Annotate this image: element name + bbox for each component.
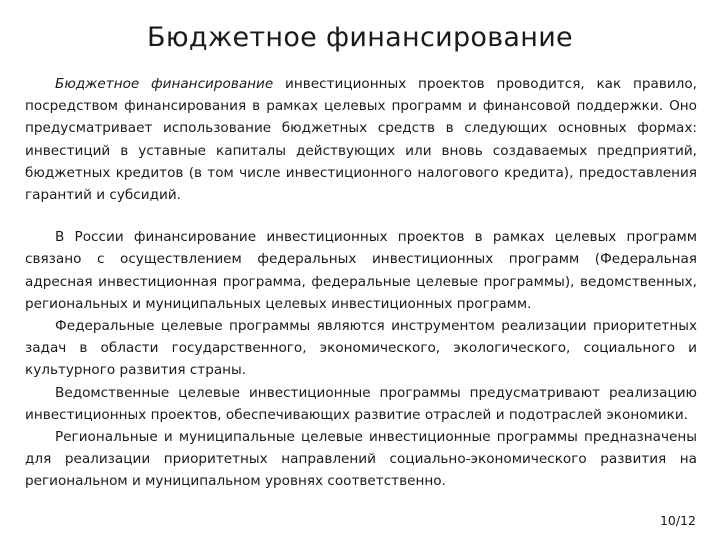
intro-lead-term: Бюджетное финансирование bbox=[55, 76, 274, 92]
paragraph-russia-programs: В России финансирование инвестиционных проектов в рамках целевых программ связано с осуществлением федеральных инвестиционных программ (Федеральная адресная инвестиционная программа, федеральные целевые программы), ведомственных, региональных и муниципальных целевых инвестиционных программ. bbox=[25, 229, 697, 312]
body-text bbox=[25, 73, 697, 493]
paragraph-regional-programs: Региональные и муниципальные целевые инвестиционные программы предназначены для реализации приоритетных направлений социально-экономического развития на региональном и муниципальном уровнях соответственно. bbox=[25, 429, 697, 490]
paragraph-intro bbox=[25, 73, 697, 206]
page-number: 10/12 bbox=[659, 513, 696, 528]
intro-text: инвестиционных проектов проводится, как правило, посредством финансирования в рамках целевых программ и финансовой поддержки. Оно предусматривает использование бюджетных средств в следующих основных формах: инвестиций в уставные капиталы действующих или вновь создаваемых предприятий, бюджетных кредитов (в том числе инвестиционного налогового кредита), предоставления гарантий и субсидий. bbox=[25, 76, 697, 204]
page-title: Бюджетное финансирование bbox=[147, 22, 573, 53]
paragraph-departmental-programs: Ведомственные целевые инвестиционные программы предусматривают реализацию инвестиционных проектов, обеспечивающих развитие отраслей и подотраслей экономики. bbox=[25, 384, 697, 423]
paragraph-federal-programs: Федеральные целевые программы являются инструментом реализации приоритетных задач в области государственного, экономического, экологического, социального и культурного развития страны. bbox=[25, 318, 697, 379]
